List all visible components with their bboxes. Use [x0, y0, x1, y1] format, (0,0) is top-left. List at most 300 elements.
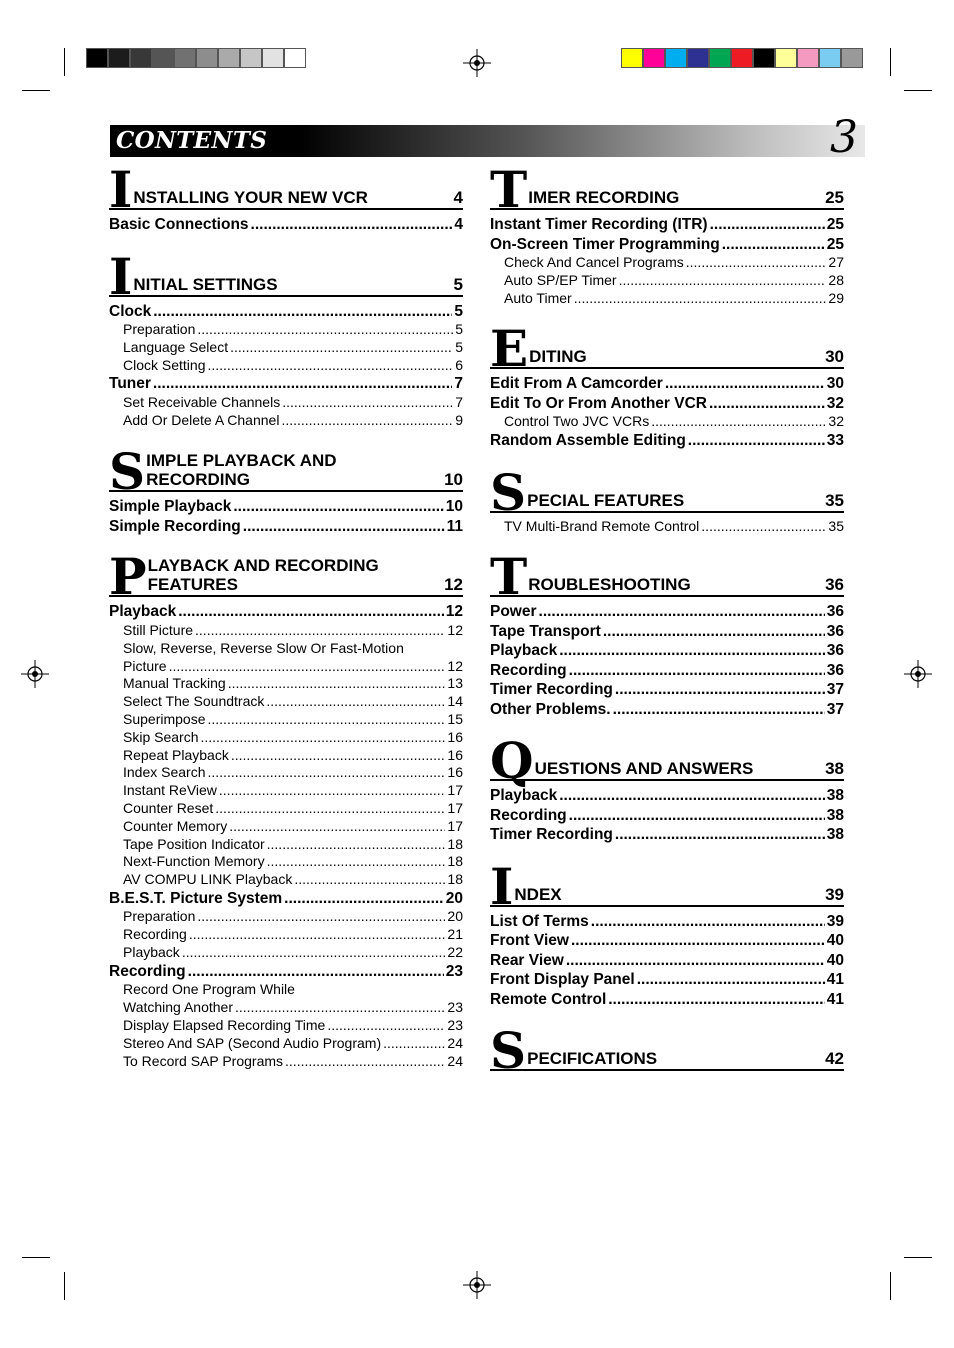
- color-swatch: [152, 48, 174, 68]
- toc-entry: [490, 970, 844, 990]
- dot-leader: [651, 413, 826, 431]
- toc-subentry: [109, 999, 463, 1017]
- dot-leader: [215, 800, 445, 818]
- entry-page-number: 21: [447, 926, 463, 943]
- dot-leader: [615, 825, 825, 845]
- entry-list: [490, 374, 844, 450]
- entry-list: [109, 602, 463, 1070]
- toc-entry: [490, 700, 844, 720]
- entry-page-number: 16: [447, 746, 463, 763]
- section-page-number: 39: [825, 884, 844, 904]
- toc-subentry: [109, 818, 463, 836]
- entry-label: Recording: [490, 806, 567, 824]
- toc-subentry: [109, 339, 463, 357]
- entry-page-number: 10: [445, 498, 463, 516]
- entry-page-number: 24: [447, 1052, 463, 1069]
- entry-list: [490, 602, 844, 719]
- entry-label: On-Screen Timer Programming: [490, 235, 720, 253]
- dot-leader: [178, 602, 444, 622]
- entry-page-number: 20: [447, 908, 463, 925]
- entry-page-number: 36: [826, 603, 844, 621]
- entry-page-number: 32: [828, 413, 844, 430]
- toc-subentry: [109, 357, 463, 375]
- entry-page-number: 23: [447, 999, 463, 1016]
- section-initial: I: [109, 246, 133, 306]
- entry-label: Repeat Playback: [123, 746, 229, 763]
- entry-label: Add Or Delete A Channel: [123, 411, 280, 428]
- dot-leader: [722, 235, 825, 255]
- toc-subentry: [109, 622, 463, 640]
- toc-entry: [109, 215, 463, 235]
- entry-page-number: 33: [826, 432, 844, 450]
- section-title-line: ROUBLESHOOTING: [528, 575, 691, 595]
- color-swatch: [643, 48, 665, 68]
- entry-label: Rear View: [490, 951, 564, 969]
- entry-label: Random Assemble Editing: [490, 432, 686, 450]
- section-title-line: NSTALLING YOUR NEW VCR: [133, 188, 368, 207]
- entry-page-number: 5: [454, 302, 463, 320]
- color-swatch: [108, 48, 130, 68]
- toc-entry: [490, 680, 844, 700]
- section-page-number: 42: [825, 1049, 844, 1069]
- entry-label: List Of Terms: [490, 912, 589, 930]
- entry-label: Check And Cancel Programs: [504, 254, 684, 270]
- color-swatch: [130, 48, 152, 68]
- color-swatch: [174, 48, 196, 68]
- toc-subentry: [109, 836, 463, 854]
- entry-label: Still Picture: [123, 621, 194, 638]
- toc-subentry: [109, 853, 463, 871]
- entry-label: Instant ReView: [123, 782, 217, 799]
- dot-leader: [231, 747, 446, 765]
- entry-page-number: 17: [447, 817, 463, 834]
- dot-leader: [327, 1017, 445, 1035]
- entry-page-number: 27: [828, 254, 844, 270]
- section-title: [146, 451, 444, 490]
- dot-leader: [615, 680, 825, 700]
- toc-entry: [109, 302, 463, 322]
- entry-page-number: 7: [454, 375, 463, 393]
- entry-page-number: 9: [455, 411, 463, 428]
- page-title: CONTENTS: [116, 127, 268, 154]
- color-swatch: [687, 48, 709, 68]
- dot-leader: [197, 321, 453, 339]
- dot-leader: [182, 944, 446, 962]
- dot-leader: [559, 641, 825, 661]
- section-initial: S: [490, 1021, 527, 1081]
- section-heading: [490, 462, 844, 522]
- entry-page-number: 16: [447, 764, 463, 781]
- color-swatch: [797, 48, 819, 68]
- dot-leader: [189, 926, 446, 944]
- dot-leader: [608, 990, 825, 1010]
- dot-leader: [574, 290, 827, 308]
- entry-label: Playback: [109, 603, 177, 621]
- entry-label: Auto Timer: [504, 289, 572, 306]
- section-title: [514, 885, 825, 905]
- entry-label: B.E.S.T. Picture System: [109, 889, 283, 907]
- entry-label: Counter Memory: [123, 817, 228, 834]
- section-title-line: FEATURES: [147, 575, 238, 595]
- color-swatch: [284, 48, 306, 68]
- toc-entry: [490, 431, 844, 451]
- toc-section: [490, 547, 844, 719]
- section-title-line: UESTIONS AND ANSWERS: [534, 759, 754, 779]
- dot-leader: [282, 394, 453, 412]
- toc-subentry: [109, 800, 463, 818]
- entry-label: Clock: [109, 302, 152, 320]
- entry-label: Playback: [490, 787, 558, 805]
- section-page-number: 36: [825, 575, 844, 595]
- entry-label: Preparation: [123, 908, 196, 925]
- entry-list: [490, 215, 844, 307]
- section-title-line: LAYBACK AND RECORDING: [147, 556, 379, 576]
- entry-page-number: 41: [826, 990, 844, 1008]
- entry-label: Simple Playback: [109, 498, 232, 516]
- section-title: [133, 188, 453, 208]
- section-initial: T: [490, 160, 528, 219]
- entry-page-number: 6: [455, 356, 463, 373]
- color-swatch: [86, 48, 108, 68]
- toc-entry: [109, 374, 463, 394]
- entry-page-number: 7: [455, 393, 463, 410]
- dot-leader: [686, 254, 827, 272]
- section-title: [528, 188, 825, 208]
- section-page-number: 30: [825, 347, 844, 367]
- section-heading: [109, 442, 463, 502]
- dot-leader: [383, 1035, 445, 1053]
- entry-label: Superimpose: [123, 710, 206, 727]
- entry-label: Front View: [490, 932, 569, 950]
- section-title: [527, 1049, 825, 1069]
- entry-page-number: 12: [445, 603, 463, 621]
- section-title: [133, 275, 453, 295]
- entry-label: Recording: [123, 926, 187, 943]
- toc-subentry-line: Record One Program While: [123, 981, 295, 998]
- entry-page-number: 17: [447, 799, 463, 816]
- toc-subentry: [109, 658, 463, 676]
- section-initial: T: [490, 547, 528, 607]
- dot-leader: [169, 658, 446, 676]
- entry-page-number: 36: [826, 642, 844, 660]
- dot-leader: [266, 693, 445, 711]
- section-heading: [490, 547, 844, 607]
- section-page-number: 25: [825, 188, 844, 207]
- color-swatch: [240, 48, 262, 68]
- toc-entry: [490, 990, 844, 1010]
- dot-leader: [229, 818, 445, 836]
- entry-page-number: 18: [447, 871, 463, 888]
- toc-subentry: [109, 926, 463, 944]
- page-number: 3: [830, 112, 858, 163]
- registration-target-icon: [904, 660, 932, 688]
- dot-leader: [235, 999, 445, 1017]
- toc-entry: [490, 661, 844, 681]
- entry-label: Watching Another: [123, 999, 233, 1016]
- entry-page-number: 20: [445, 889, 463, 907]
- color-swatch: [841, 48, 863, 68]
- section-page-number: 35: [825, 490, 844, 510]
- entry-label: Counter Reset: [123, 799, 214, 816]
- entry-page-number: 37: [826, 700, 844, 718]
- entry-label: Select The Soundtrack: [123, 693, 265, 710]
- section-page-number: 12: [444, 575, 463, 595]
- entry-list: [490, 518, 844, 536]
- entry-page-number: 16: [447, 728, 463, 745]
- section-heading: [490, 319, 844, 379]
- entry-list: [109, 497, 463, 536]
- dot-leader: [207, 357, 453, 375]
- toc-entry: [490, 912, 844, 932]
- entry-page-number: 38: [826, 787, 844, 805]
- section-title-line: NDEX: [514, 884, 562, 904]
- entry-page-number: 29: [828, 289, 844, 306]
- entry-label: Stereo And SAP (Second Audio Program): [123, 1034, 382, 1051]
- section-heading: [490, 731, 844, 791]
- entry-page-number: 23: [445, 962, 463, 980]
- dot-leader: [665, 374, 825, 394]
- toc-entry: [109, 602, 463, 622]
- entry-label: Remote Control: [490, 990, 607, 1008]
- toc-subentry: [490, 272, 844, 290]
- entry-page-number: 18: [447, 835, 463, 852]
- dot-leader: [208, 764, 446, 782]
- entry-page-number: 36: [826, 622, 844, 640]
- dot-leader: [197, 908, 445, 926]
- dot-leader: [569, 661, 825, 681]
- toc-entry: [109, 889, 463, 909]
- dot-leader: [710, 215, 825, 235]
- color-swatch: [731, 48, 753, 68]
- dot-leader: [267, 836, 446, 854]
- section-heading: [490, 856, 844, 916]
- entry-page-number: 17: [447, 782, 463, 799]
- toc-subentry: [109, 321, 463, 339]
- toc-entry: [490, 374, 844, 394]
- gray-calibration-swatches: [86, 48, 306, 68]
- section-title-line: IMER RECORDING: [528, 188, 680, 207]
- toc-subentry: [109, 711, 463, 729]
- entry-page-number: 11: [446, 517, 463, 535]
- toc-subentry: [109, 782, 463, 800]
- section-page-number: 5: [453, 274, 463, 294]
- dot-leader: [539, 602, 825, 622]
- section-page-number: 38: [825, 759, 844, 779]
- toc-subentry: [109, 1035, 463, 1053]
- entry-page-number: 5: [455, 321, 463, 337]
- section-heading: [109, 547, 463, 607]
- section-title-line: PECIAL FEATURES: [527, 490, 685, 510]
- toc-entry: [490, 394, 844, 414]
- toc-subentry-line: Slow, Reverse, Reverse Slow Or Fast-Motion: [123, 639, 404, 656]
- entry-label: Timer Recording: [490, 826, 613, 844]
- toc-subentry: [109, 1017, 463, 1035]
- entry-label: TV Multi-Brand Remote Control: [504, 517, 700, 534]
- toc-section: [490, 856, 844, 1010]
- toc-subentry: [109, 693, 463, 711]
- entry-label: Timer Recording: [490, 681, 613, 699]
- toc-entry: [490, 641, 844, 661]
- section-heading: [490, 160, 844, 219]
- toc-entry: [109, 962, 463, 982]
- entry-page-number: 37: [826, 681, 844, 699]
- toc-section: [109, 442, 463, 536]
- dot-leader: [294, 871, 445, 889]
- dot-leader: [153, 374, 452, 394]
- dot-leader: [637, 970, 825, 990]
- entry-page-number: 30: [826, 375, 844, 393]
- toc-section: [490, 731, 844, 845]
- dot-leader: [613, 700, 825, 720]
- entry-label: Language Select: [123, 338, 229, 355]
- dot-leader: [284, 889, 444, 909]
- color-swatch: [196, 48, 218, 68]
- toc-subentry: [109, 871, 463, 889]
- entry-label: Recording: [109, 962, 186, 980]
- entry-page-number: 40: [826, 951, 844, 969]
- section-title-line: PECIFICATIONS: [527, 1049, 658, 1069]
- entry-page-number: 24: [447, 1034, 463, 1051]
- entry-label: To Record SAP Programs: [123, 1052, 284, 1069]
- entry-label: Next-Function Memory: [123, 853, 265, 870]
- entry-label: Tape Transport: [490, 622, 601, 640]
- entry-label: Skip Search: [123, 728, 199, 745]
- entry-label: Index Search: [123, 764, 206, 781]
- entry-label: Basic Connections: [109, 216, 249, 233]
- dot-leader: [243, 517, 445, 537]
- entry-page-number: 25: [826, 235, 844, 253]
- registration-target-icon: [21, 660, 49, 688]
- entry-label: Other Problems.: [490, 700, 611, 718]
- entry-page-number: 23: [447, 1016, 463, 1033]
- entry-label: Power: [490, 603, 537, 621]
- registration-target-icon: [463, 49, 491, 77]
- entry-label: Playback: [490, 642, 558, 660]
- dot-leader: [559, 786, 825, 806]
- toc-entry: [109, 517, 463, 537]
- section-initial: S: [490, 462, 527, 522]
- toc-subentry: [109, 747, 463, 765]
- color-calibration-swatches: [621, 48, 863, 68]
- entry-label: Auto SP/EP Timer: [504, 271, 617, 288]
- toc-entry: [490, 786, 844, 806]
- dot-leader: [188, 962, 444, 982]
- color-swatch: [665, 48, 687, 68]
- toc-subentry: [109, 908, 463, 926]
- entry-list: [109, 302, 463, 430]
- toc-section: [109, 547, 463, 1070]
- dot-leader: [233, 497, 443, 517]
- dot-leader: [230, 339, 453, 357]
- section-title: [527, 491, 825, 511]
- section-title-line: DITING: [529, 347, 587, 367]
- toc-subentry: [109, 1053, 463, 1071]
- section-initial: Q: [490, 731, 534, 791]
- entry-page-number: 18: [447, 853, 463, 870]
- entry-page-number: 22: [447, 944, 463, 961]
- entry-label: Picture: [123, 657, 167, 674]
- entry-page-number: 39: [826, 912, 844, 930]
- entry-label: Display Elapsed Recording Time: [123, 1016, 326, 1033]
- entry-page-number: 15: [447, 710, 463, 727]
- section-initial: I: [490, 856, 514, 916]
- color-swatch: [819, 48, 841, 68]
- color-swatch: [621, 48, 643, 68]
- entry-label: Recording: [490, 661, 567, 679]
- toc-subentry: [490, 518, 844, 536]
- color-swatch: [262, 48, 284, 68]
- entry-page-number: 35: [828, 517, 844, 534]
- section-initial: S: [109, 442, 146, 502]
- contents-right-column: [490, 160, 844, 1081]
- dot-leader: [603, 622, 825, 642]
- toc-section: [490, 1021, 844, 1081]
- entry-list: [109, 215, 463, 235]
- section-heading: [109, 246, 463, 306]
- toc-entry: [490, 825, 844, 845]
- dot-leader: [566, 951, 825, 971]
- entry-label: Simple Recording: [109, 517, 241, 535]
- dot-leader: [251, 215, 453, 235]
- section-initial: I: [109, 160, 133, 219]
- color-swatch: [753, 48, 775, 68]
- toc-entry: [490, 806, 844, 826]
- dot-leader: [281, 412, 453, 430]
- entry-label: Tuner: [109, 375, 151, 393]
- entry-label: Edit From A Camcorder: [490, 375, 663, 393]
- entry-page-number: 32: [826, 394, 844, 412]
- entry-page-number: 13: [447, 675, 463, 692]
- entry-page-number: 25: [826, 216, 844, 233]
- dot-leader: [569, 806, 825, 826]
- entry-list: [490, 786, 844, 845]
- entry-page-number: 5: [455, 338, 463, 355]
- toc-subentry: [109, 764, 463, 782]
- dot-leader: [219, 782, 446, 800]
- toc-entry: [490, 951, 844, 971]
- color-swatch: [775, 48, 797, 68]
- entry-label: Preparation: [123, 321, 196, 337]
- dot-leader: [208, 711, 446, 729]
- toc-entry: [490, 602, 844, 622]
- dot-leader: [591, 912, 825, 932]
- dot-leader: [200, 729, 445, 747]
- entry-label: Tape Position Indicator: [123, 835, 265, 852]
- entry-page-number: 36: [826, 661, 844, 679]
- dot-leader: [709, 394, 825, 414]
- toc-entry: [109, 497, 463, 517]
- entry-page-number: 14: [447, 693, 463, 710]
- toc-subentry: [109, 729, 463, 747]
- toc-subentry: [109, 394, 463, 412]
- toc-entry: [490, 215, 844, 235]
- toc-section: [109, 246, 463, 430]
- entry-page-number: 41: [826, 971, 844, 989]
- toc-section: [490, 160, 844, 307]
- dot-leader: [285, 1053, 445, 1071]
- toc-section: [490, 319, 844, 450]
- entry-label: Control Two JVC VCRs: [504, 413, 650, 430]
- dot-leader: [619, 272, 827, 290]
- entry-label: Playback: [123, 944, 180, 961]
- entry-label: Set Receivable Channels: [123, 393, 281, 410]
- entry-list: [490, 912, 844, 1010]
- toc-subentry: [490, 413, 844, 431]
- section-initial: E: [490, 319, 529, 379]
- section-heading: [490, 1021, 844, 1081]
- section-title: [148, 556, 444, 595]
- toc-subentry: [109, 944, 463, 962]
